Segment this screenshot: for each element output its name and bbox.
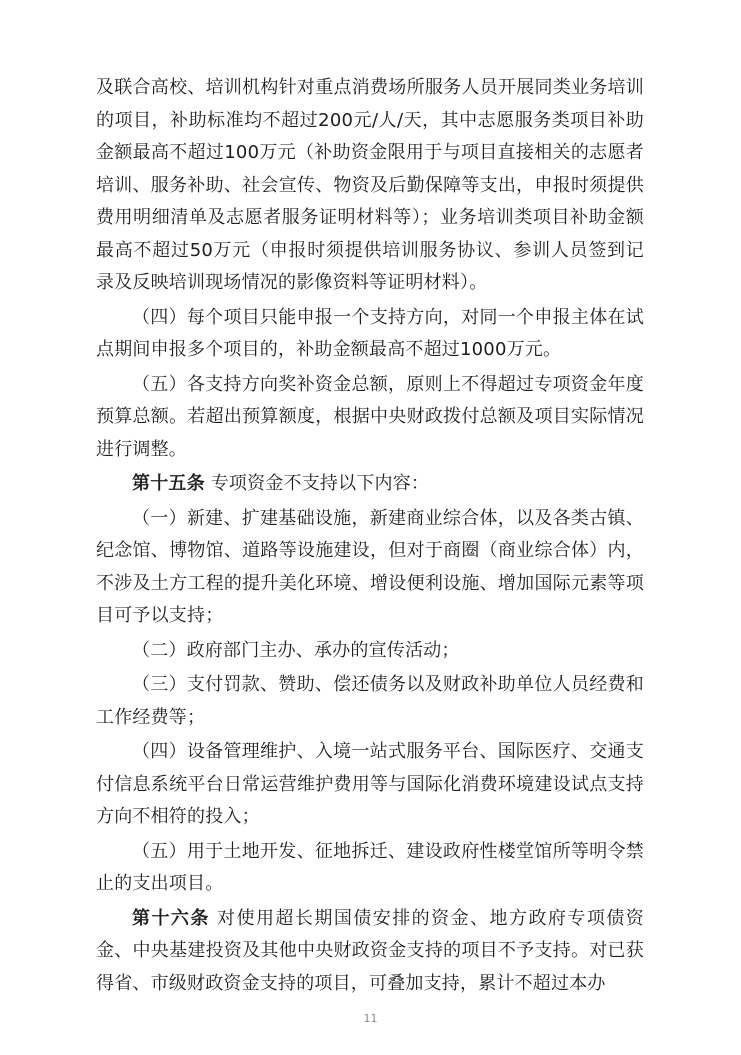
paragraph-text: （一）新建、扩建基础设施，新建商业综合体，以及各类古镇、纪念馆、博物馆、道路等设施建设，但对于商圈（商业综合体）内，不涉及土方工程的提升美化环境、增设便利设施、增加国际元素等项目可予以支持； <box>96 507 644 626</box>
document-body <box>96 72 644 1000</box>
paragraph-text: （二）政府部门主办、承办的宣传活动； <box>132 639 460 661</box>
paragraph-text: 专项资金不支持以下内容： <box>204 473 430 494</box>
paragraph-exclusion-1 <box>96 503 644 633</box>
page-number: 11 <box>363 1012 378 1025</box>
paragraph-article-15 <box>96 468 644 501</box>
paragraph-text: （五）各支持方向奖补资金总额，原则上不得超过专项资金年度预算总额。若超出预算额度，根据中央财政拨付总额及项目实际情况进行调整。 <box>96 373 644 460</box>
paragraph-text: 及联合高校、培训机构针对重点消费场所服务人员开展同类业务培训的项目，补助标准均不超过200元/人/天，其中志愿服务类项目补助金额最高不超过100万元（补助资金限用于与项目直接相关的志愿者培训、服务补助、社会宣传、物资及后勤保障等支出，申报时须提供费用明细清单及志愿者服务证明材料等）；业务培训类项目补助金额最高不超过50万元（申报时须提供培训服务协议、参训人员签到记录及反映培训现场情况的影像资料等证明材料）。 <box>96 77 644 293</box>
paragraph-text: （五）用于土地开发、征地拆迁、建设政府性楼堂馆所等明令禁止的支出项目。 <box>96 840 644 894</box>
paragraph-subsidy-standards <box>96 72 644 300</box>
paragraph-exclusion-5 <box>96 836 644 901</box>
paragraph-exclusion-2 <box>96 635 644 668</box>
paragraph-article-16 <box>96 903 644 1001</box>
paragraph-item-5-total-budget <box>96 369 644 467</box>
paragraph-text: （四）设备管理维护、入境一站式服务平台、国际医疗、交通支付信息系统平台日常运营维护费用等与国际化消费环境建设试点支持方向不相符的投入； <box>96 741 644 827</box>
paragraph-text: （四）每个项目只能申报一个支持方向，对同一个申报主体在试点期间申报多个项目的，补助金额最高不超过1000万元。 <box>96 306 644 360</box>
paragraph-item-4-single-direction <box>96 302 644 367</box>
paragraph-exclusion-4 <box>96 736 644 834</box>
paragraph-text: 对使用超长期国债安排的资金、地方政府专项债资金、中央基建投资及其他中央财政资金支持的项目不予支持。对已获得省、市级财政资金支持的项目，可叠加支持，累计不超过本办 <box>96 907 644 994</box>
article-16-title: 第十六条 <box>132 907 210 929</box>
paragraph-exclusion-3 <box>96 669 644 734</box>
paragraph-text: （三）支付罚款、赞助、偿还债务以及财政补助单位人员经费和工作经费等； <box>96 674 644 728</box>
article-15-title: 第十五条 <box>132 473 205 494</box>
